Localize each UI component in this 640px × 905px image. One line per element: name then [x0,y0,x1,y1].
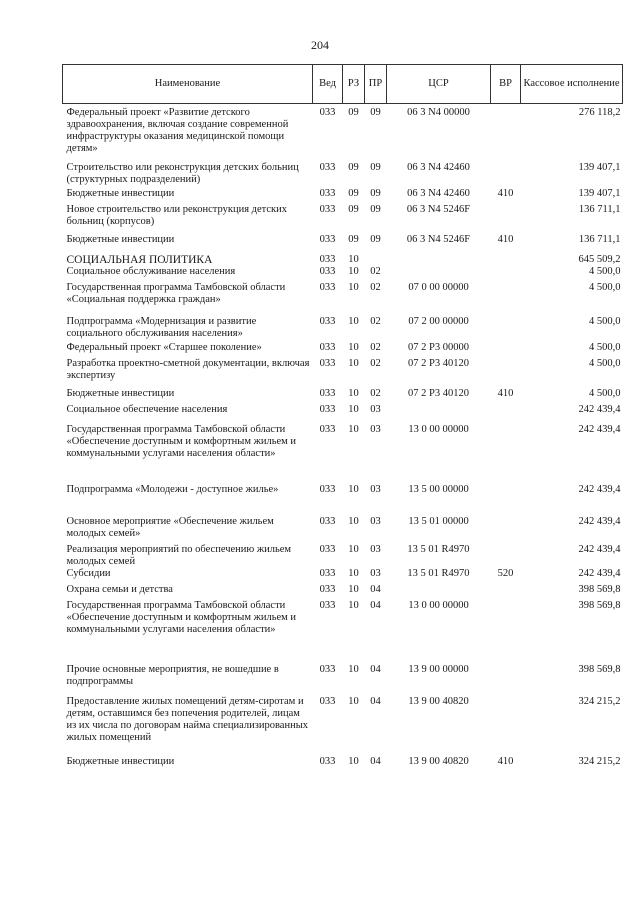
cell-pr: 03 [370,567,381,579]
cell-amount: 398 569,8 [578,583,621,595]
cell-ved: 033 [319,315,336,327]
cell-amount: 242 439,4 [578,423,621,435]
cell-pr: 02 [370,387,381,399]
cell-amount: 4 500,0 [589,357,621,369]
cell-amount: 324 215,2 [578,755,621,767]
cell-ved: 033 [319,515,336,527]
cell-csr [387,250,491,266]
cell-pr: 03 [370,483,381,495]
cell-rz: 10 [348,543,359,555]
cell-pr: 04 [370,663,381,675]
cell-csr: 13 9 00 40820 [408,755,469,767]
cell-vr [491,250,521,266]
cell-csr: 06 3 N4 5246F [406,233,471,245]
cell-vr [491,158,521,188]
cell-vr: 410 [497,233,514,245]
cell-rz: 10 [348,515,359,527]
cell-rz: 10 [348,253,359,265]
cell-pr [365,250,387,266]
cell-ved: 033 [319,755,336,767]
cell-amount: 136 711,1 [578,233,621,245]
cell-vr [491,404,521,420]
cell-name: Строительство или реконструкция детских больниц (структурных подразделений) [66,161,299,185]
table-row [63,104,623,158]
table-row [63,188,623,204]
cell-rz: 10 [348,483,359,495]
header-amount: Кассовое исполнение [521,65,623,104]
cell-pr: 02 [370,265,381,277]
cell-vr [491,480,521,512]
table-row [63,600,623,660]
cell-csr: 13 0 00 00000 [408,599,469,611]
cell-amount: 242 439,4 [578,483,621,495]
header-csr: ЦСР [387,65,491,104]
cell-name: Бюджетные инвестиции [66,233,175,245]
cell-name: Государственная программа Тамбовской области «Обеспечение доступным и комфортным жильем и коммунальными услугами населения области» [66,599,297,635]
cell-pr: 09 [370,187,381,199]
table-row [63,584,623,600]
cell-name: Государственная программа Тамбовской области «Обеспечение доступным и комфортным жильем и коммунальными услугами населения области» [66,423,297,459]
cell-name: Бюджетные инвестиции [66,187,175,199]
cell-csr [387,266,491,282]
cell-pr: 04 [370,599,381,611]
cell-vr [491,204,521,234]
cell-name: Бюджетные инвестиции [66,755,175,767]
cell-amount: 136 711,1 [578,203,621,215]
cell-pr: 03 [370,423,381,435]
cell-rz: 10 [348,423,359,435]
cell-csr [387,404,491,420]
table-row [63,512,623,540]
cell-vr: 520 [497,567,514,579]
cell-amount: 4 500,0 [589,315,621,327]
header-vr: ВР [491,65,521,104]
cell-amount: 4 500,0 [589,341,621,353]
cell-csr: 07 0 00 00000 [408,281,469,293]
cell-ved: 033 [319,203,336,215]
cell-amount: 242 439,4 [578,403,621,415]
cell-csr: 06 3 N4 00000 [407,107,470,118]
cell-rz: 09 [348,161,359,173]
header-ved: Вед [313,65,343,104]
table-row [63,234,623,250]
table-row [63,420,623,480]
cell-ved: 033 [319,161,336,173]
cell-ved: 033 [319,567,336,579]
table-row [63,752,623,782]
cell-csr: 06 3 N4 42460 [407,187,470,199]
cell-amount: 4 500,0 [589,387,621,399]
cell-amount: 242 439,4 [578,567,621,579]
table-row [63,692,623,752]
cell-pr: 04 [370,695,381,707]
cell-csr: 13 0 00 00000 [408,423,469,435]
cell-pr: 09 [370,161,381,173]
table-row [63,342,623,358]
cell-ved: 033 [319,357,336,369]
cell-vr [491,282,521,312]
cell-ved: 033 [319,663,336,675]
cell-rz: 10 [348,265,359,277]
cell-vr [491,358,521,388]
page-number: 204 [311,38,329,52]
cell-name: Социальное обслуживание населения [66,265,236,277]
table-row [63,312,623,342]
cell-name: Предоставление жилых помещений детям-сиротам и детям, оставшимся без попечения родителей, лицам из их числа по договорам найма специализированных жилых помещений [66,695,309,743]
cell-csr: 06 3 N4 42460 [407,161,470,173]
cell-amount: 398 569,8 [578,663,621,675]
cell-amount: 645 509,2 [578,253,621,265]
cell-pr: 04 [370,755,381,767]
cell-ved: 033 [319,423,336,435]
cell-name: Социальное обеспечение населения [66,403,228,415]
cell-amount: 4 500,0 [589,281,621,293]
cell-name: Федеральный проект «Развитие детского здравоохранения, включая создание современной инфраструктуры оказания медицинской помощи детям» [66,107,289,154]
cell-ved: 033 [319,543,336,555]
cell-csr: 13 9 00 40820 [408,695,469,707]
cell-ved: 033 [319,187,336,199]
cell-ved: 033 [319,695,336,707]
cell-ved: 033 [319,281,336,293]
cell-vr [491,692,521,752]
table-row [63,358,623,388]
table-row [63,282,623,312]
cell-ved: 033 [319,483,336,495]
cell-amount: 4 500,0 [589,265,621,277]
table-row [63,660,623,692]
cell-name: Подпрограмма «Молодежи - доступное жилье» [66,483,279,495]
cell-pr: 02 [370,281,381,293]
cell-rz: 09 [348,187,359,199]
cell-rz: 10 [348,387,359,399]
cell-amount: 242 439,4 [578,543,621,555]
cell-amount: 242 439,4 [578,515,621,527]
cell-pr: 02 [370,341,381,353]
cell-pr: 09 [370,233,381,245]
cell-vr [491,104,521,158]
cell-vr [491,600,521,660]
cell-amount: 139 407,1 [578,187,621,199]
cell-name: Прочие основные мероприятия, не вошедшие в подпрограммы [66,663,279,687]
table-row [63,388,623,404]
cell-csr: 13 5 01 00000 [408,515,469,527]
cell-csr: 13 5 00 00000 [408,483,469,495]
table-row [63,250,623,266]
cell-pr: 09 [370,107,381,118]
cell-ved: 033 [319,403,336,415]
cell-csr: 07 2 P3 00000 [408,341,469,353]
table-body [63,104,623,782]
cell-csr: 07 2 P3 40120 [408,387,469,399]
cell-name: Разработка проектно-сметной документации, включая экспертизу [66,357,310,381]
cell-pr: 02 [370,315,381,327]
cell-rz: 10 [348,755,359,767]
cell-pr: 03 [370,403,381,415]
cell-vr [491,312,521,342]
cell-vr [491,420,521,480]
cell-name: Охрана семьи и детства [66,583,173,595]
cell-vr [491,266,521,282]
cell-vr: 410 [497,387,514,399]
cell-csr: 07 2 P3 40120 [408,357,469,369]
cell-rz: 09 [348,107,359,118]
cell-csr: 13 5 01 R4970 [407,567,470,579]
cell-rz: 10 [348,315,359,327]
cell-vr [491,660,521,692]
cell-ved: 033 [319,253,336,265]
budget-table [62,64,623,782]
cell-rz: 10 [348,341,359,353]
cell-rz: 10 [348,357,359,369]
cell-amount: 276 118,2 [578,107,621,118]
table-row [63,568,623,584]
cell-rz: 10 [348,663,359,675]
table-header [63,65,623,104]
cell-vr: 410 [497,187,514,199]
cell-rz: 10 [348,583,359,595]
cell-vr [491,584,521,600]
header-name: Наименование [63,65,313,104]
cell-name: Федеральный проект «Старшее поколение» [66,341,262,353]
cell-pr: 02 [370,357,381,369]
header-rz: РЗ [343,65,365,104]
cell-ved: 033 [319,265,336,277]
cell-csr: 07 2 00 00000 [408,315,469,327]
cell-amount: 324 215,2 [578,695,621,707]
cell-name: Государственная программа Тамбовской области «Социальная поддержка граждан» [66,281,286,305]
cell-name: Бюджетные инвестиции [66,387,175,399]
cell-name: Субсидии [66,567,111,579]
cell-name: Новое строительство или реконструкция детских больниц (корпусов) [66,203,287,227]
cell-ved: 033 [319,583,336,595]
cell-ved: 033 [319,341,336,353]
cell-rz: 10 [348,281,359,293]
cell-vr [491,342,521,358]
cell-rz: 10 [348,567,359,579]
cell-ved: 033 [319,233,336,245]
table-row [63,266,623,282]
cell-name: СОЦИАЛЬНАЯ ПОЛИТИКА [66,253,213,266]
cell-pr: 04 [370,583,381,595]
cell-name: Подпрограмма «Модернизация и развитие социального обслуживания населения» [66,315,257,339]
table-row [63,540,623,568]
cell-rz: 09 [348,233,359,245]
cell-name: Реализация мероприятий по обеспечению жильем молодых семей [66,543,292,567]
cell-csr [387,584,491,600]
cell-vr [491,540,521,568]
cell-pr: 03 [370,515,381,527]
header-pr: ПР [365,65,387,104]
cell-vr [491,512,521,540]
cell-amount: 139 407,1 [578,161,621,173]
cell-pr: 03 [370,543,381,555]
cell-ved: 033 [319,387,336,399]
table-row [63,480,623,512]
table-row [63,404,623,420]
cell-ved: 033 [319,599,336,611]
cell-amount: 398 569,8 [578,599,621,611]
cell-pr: 09 [370,203,381,215]
table-row [63,158,623,188]
cell-csr: 06 3 N4 5246F [406,203,471,215]
cell-name: Основное мероприятие «Обеспечение жильем молодых семей» [66,515,274,539]
cell-rz: 09 [348,203,359,215]
cell-csr: 13 9 00 00000 [408,663,469,675]
cell-ved: 033 [319,107,336,118]
cell-csr: 13 5 01 R4970 [407,543,470,555]
cell-rz: 10 [348,695,359,707]
cell-rz: 10 [348,599,359,611]
cell-vr: 410 [497,755,514,767]
table-row [63,204,623,234]
cell-rz: 10 [348,403,359,415]
